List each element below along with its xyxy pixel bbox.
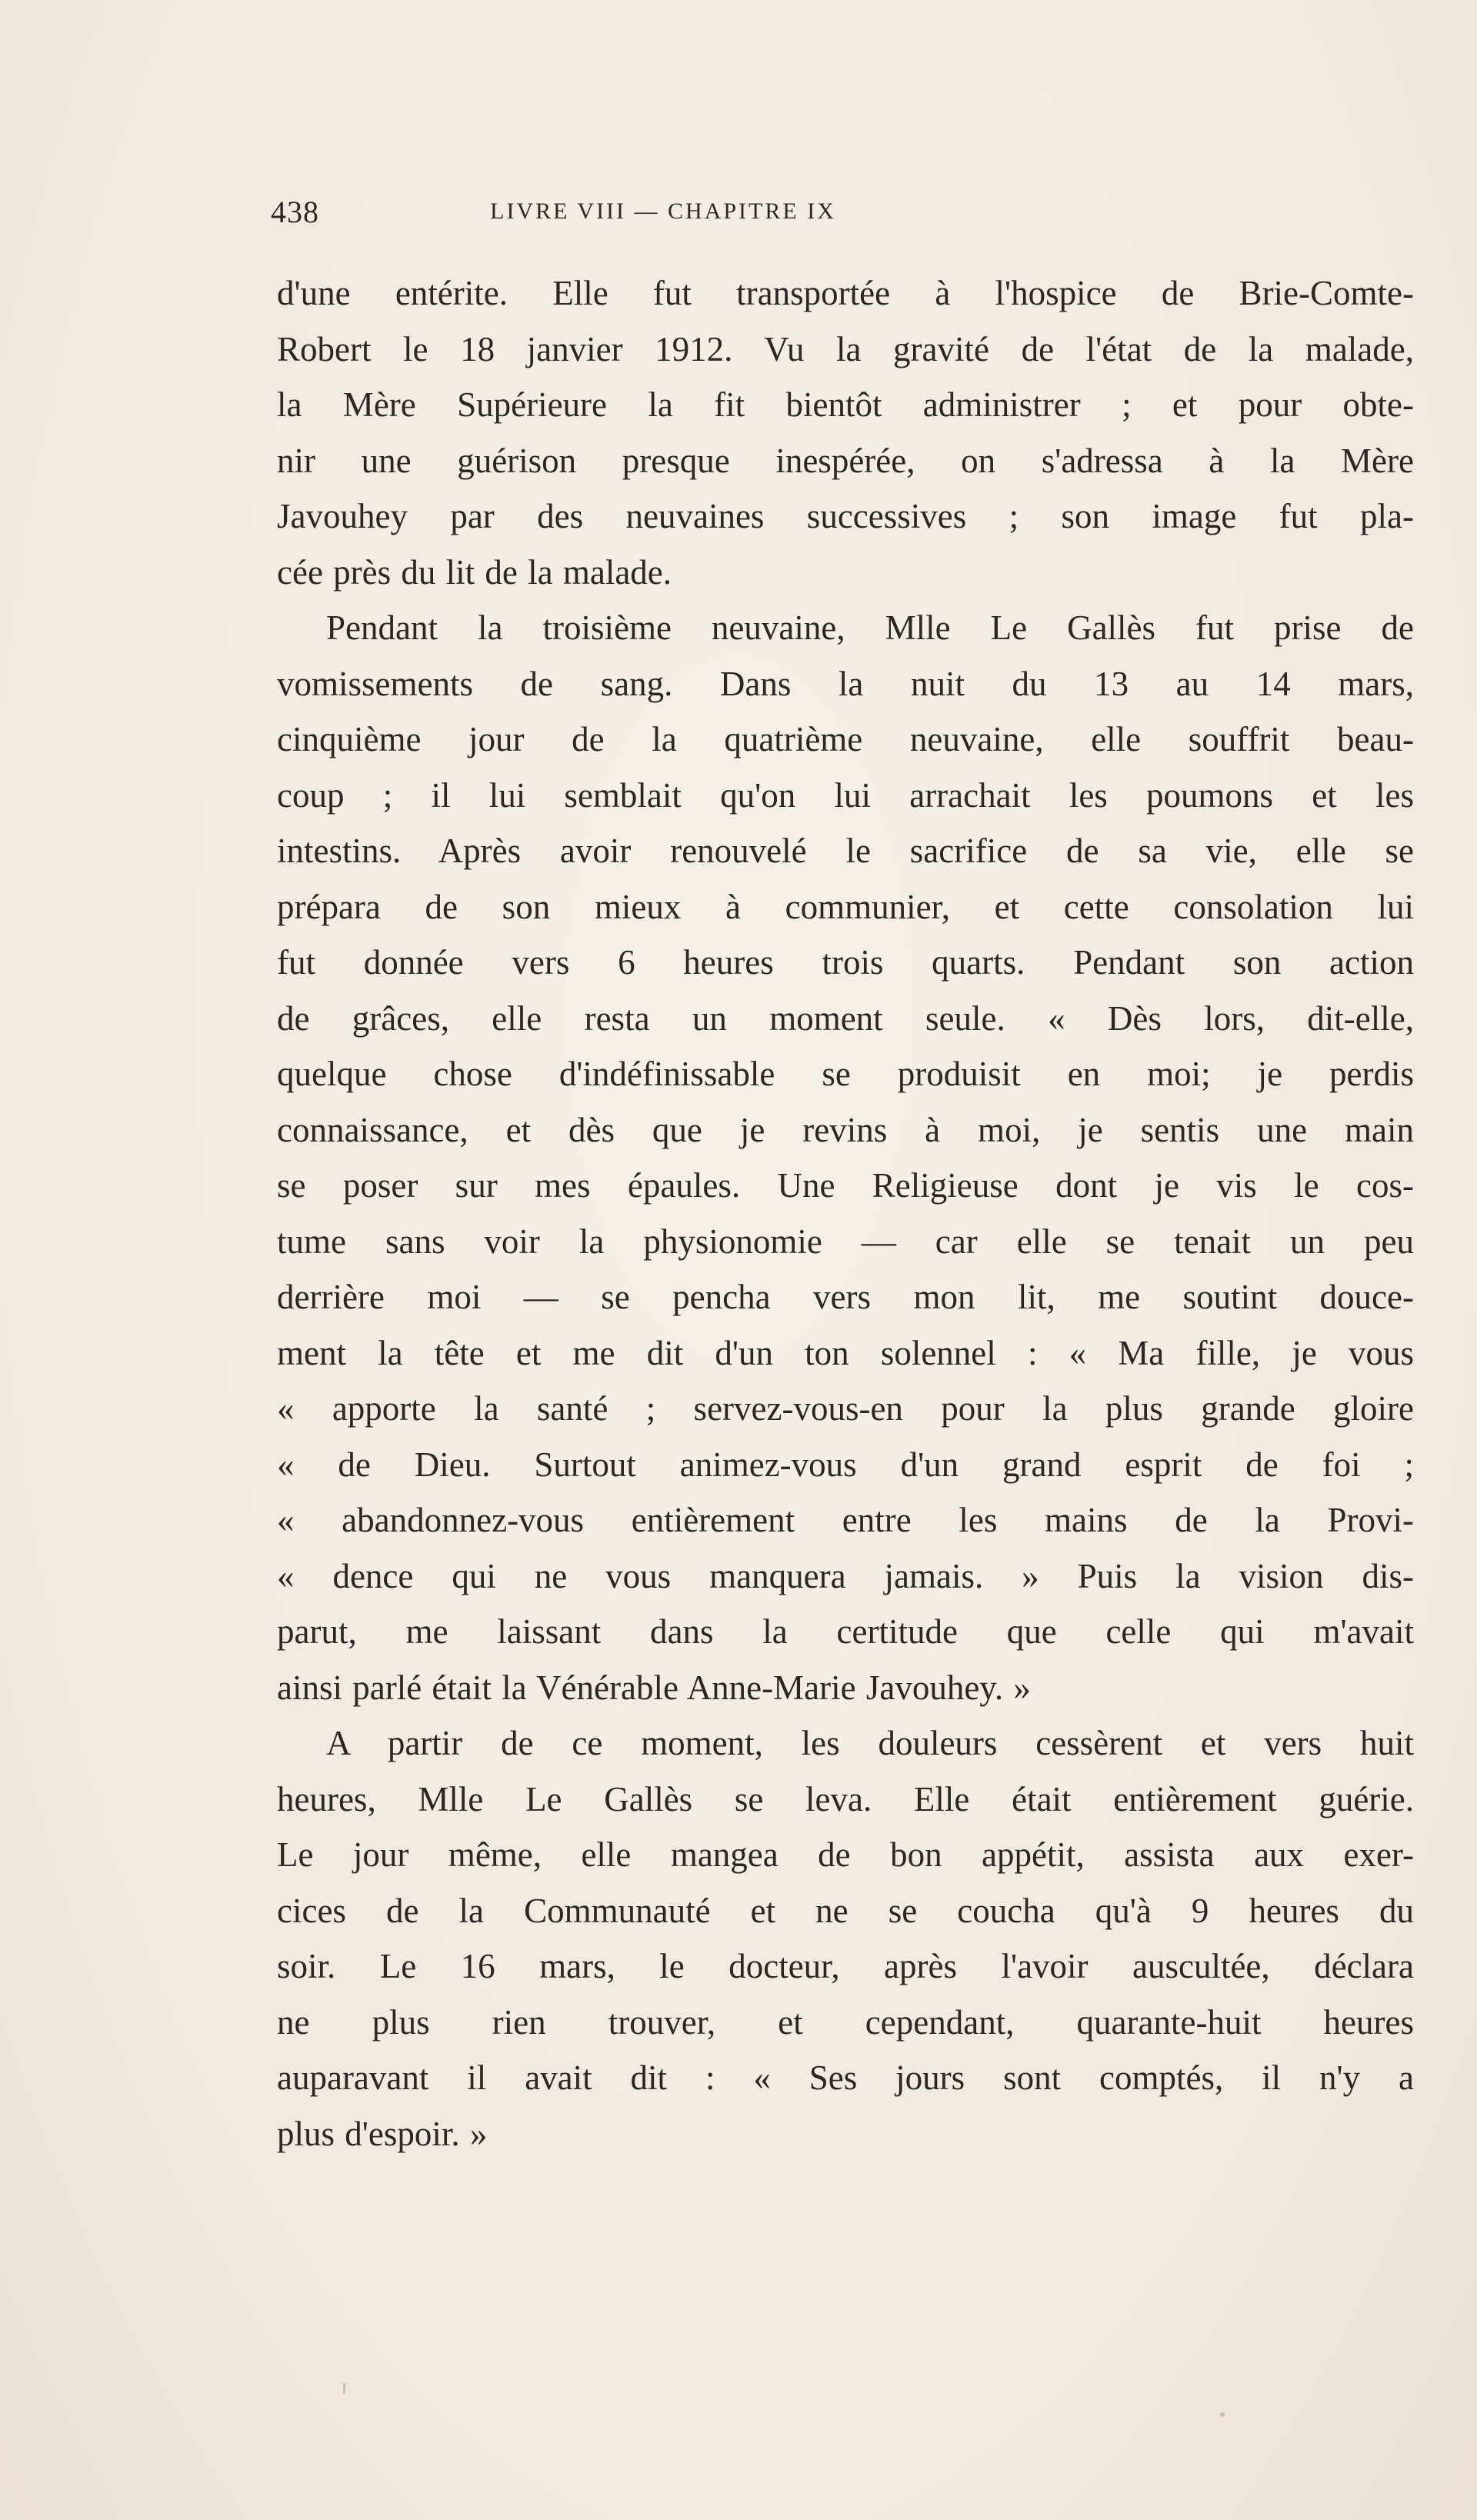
running-head: LIVRE VIII — CHAPITRE IX — [490, 198, 836, 224]
page-header — [271, 194, 1055, 232]
text-line: de grâces, elle resta un moment seule. « Dès lors, dit-elle, — [277, 998, 1414, 1038]
text-line: A partir de ce moment, les douleurs cessèrent et vers huit — [326, 1724, 1414, 1762]
text-line: la Mère Supérieure la fit bientôt administrer ; et pour obte- — [277, 385, 1414, 424]
text-line: quelque chose d'indéfinissable se produisit en moi; je perdis — [277, 1055, 1414, 1093]
text-line: auparavant il avait dit : « Ses jours sont comptés, il n'y a — [277, 2058, 1414, 2097]
paragraph-end-line: plus d'espoir. » — [277, 2114, 488, 2153]
text-line: d'une entérite. Elle fut transportée à l'hospice de Brie-Comte- — [277, 274, 1414, 312]
text-line: « apporte la santé ; servez-vous-en pour la plus grande gloire — [277, 1389, 1414, 1428]
text-line: heures, Mlle Le Gallès se leva. Elle était entièrement guérie. — [277, 1779, 1414, 1818]
text-line: intestins. Après avoir renouvelé le sacrifice de sa vie, elle se — [277, 832, 1414, 870]
text-line: vomissements de sang. Dans la nuit du 13 au 14 mars, — [277, 664, 1414, 703]
text-line: prépara de son mieux à communier, et cette consolation lui — [277, 887, 1414, 926]
text-line: derrière moi — se pencha vers mon lit, me soutint douce- — [277, 1278, 1414, 1316]
text-line: Javouhey par des neuvaines successives ; son image fut pla- — [277, 497, 1414, 535]
text-line: ne plus rien trouver, et cependant, quarante-huit heures — [277, 2002, 1414, 2042]
text-line: connaissance, et dès que je revins à moi, je sentis une main — [277, 1110, 1414, 1149]
text-line: soir. Le 16 mars, le docteur, après l'avoir auscultée, déclara — [277, 1947, 1414, 1985]
paragraph-end-line: ainsi parlé était la Vénérable Anne-Marie Javouhey. » — [277, 1668, 1031, 1707]
text-line: se poser sur mes épaules. Une Religieuse dont je vis le cos- — [277, 1166, 1414, 1205]
text-line: Le jour même, elle mangea de bon appétit, assista aux exer- — [277, 1835, 1414, 1874]
text-line: « dence qui ne vous manquera jamais. » Puis la vision dis- — [277, 1556, 1414, 1595]
text-line: ment la tête et me dit d'un ton solennel : « Ma fille, je vous — [277, 1333, 1414, 1372]
text-line: tume sans voir la physionomie — car elle se tenait un peu — [277, 1222, 1414, 1261]
page-number: 438 — [271, 195, 319, 229]
text-line: Pendant la troisième neuvaine, Mlle Le Gallès fut prise de — [326, 608, 1414, 647]
text-line: coup ; il lui semblait qu'on lui arrachait les poumons et les — [277, 775, 1414, 815]
text-line: « abandonnez-vous entièrement entre les mains de la Provi- — [277, 1501, 1414, 1539]
text-line: parut, me laissant dans la certitude que celle qui m'avait — [277, 1612, 1414, 1651]
text-line: nir une guérison presque inespérée, on s'adressa à la Mère — [277, 441, 1414, 480]
text-line: cices de la Communauté et ne se coucha qu'à 9 heures du — [277, 1891, 1414, 1930]
text-line: « de Dieu. Surtout animez-vous d'un grand esprit de foi ; — [277, 1445, 1414, 1484]
paper-speck — [343, 2383, 345, 2394]
text-line: Robert le 18 janvier 1912. Vu la gravité de l'état de la malade, — [277, 329, 1414, 368]
paper-speck — [1220, 2412, 1225, 2417]
text-line: fut donnée vers 6 heures trois quarts. Pendant son action — [277, 943, 1414, 982]
text-line: cinquième jour de la quatrième neuvaine, elle souffrit beau- — [277, 720, 1414, 758]
body-text — [277, 265, 1414, 2162]
paragraph-end-line: cée près du lit de la malade. — [277, 552, 672, 592]
